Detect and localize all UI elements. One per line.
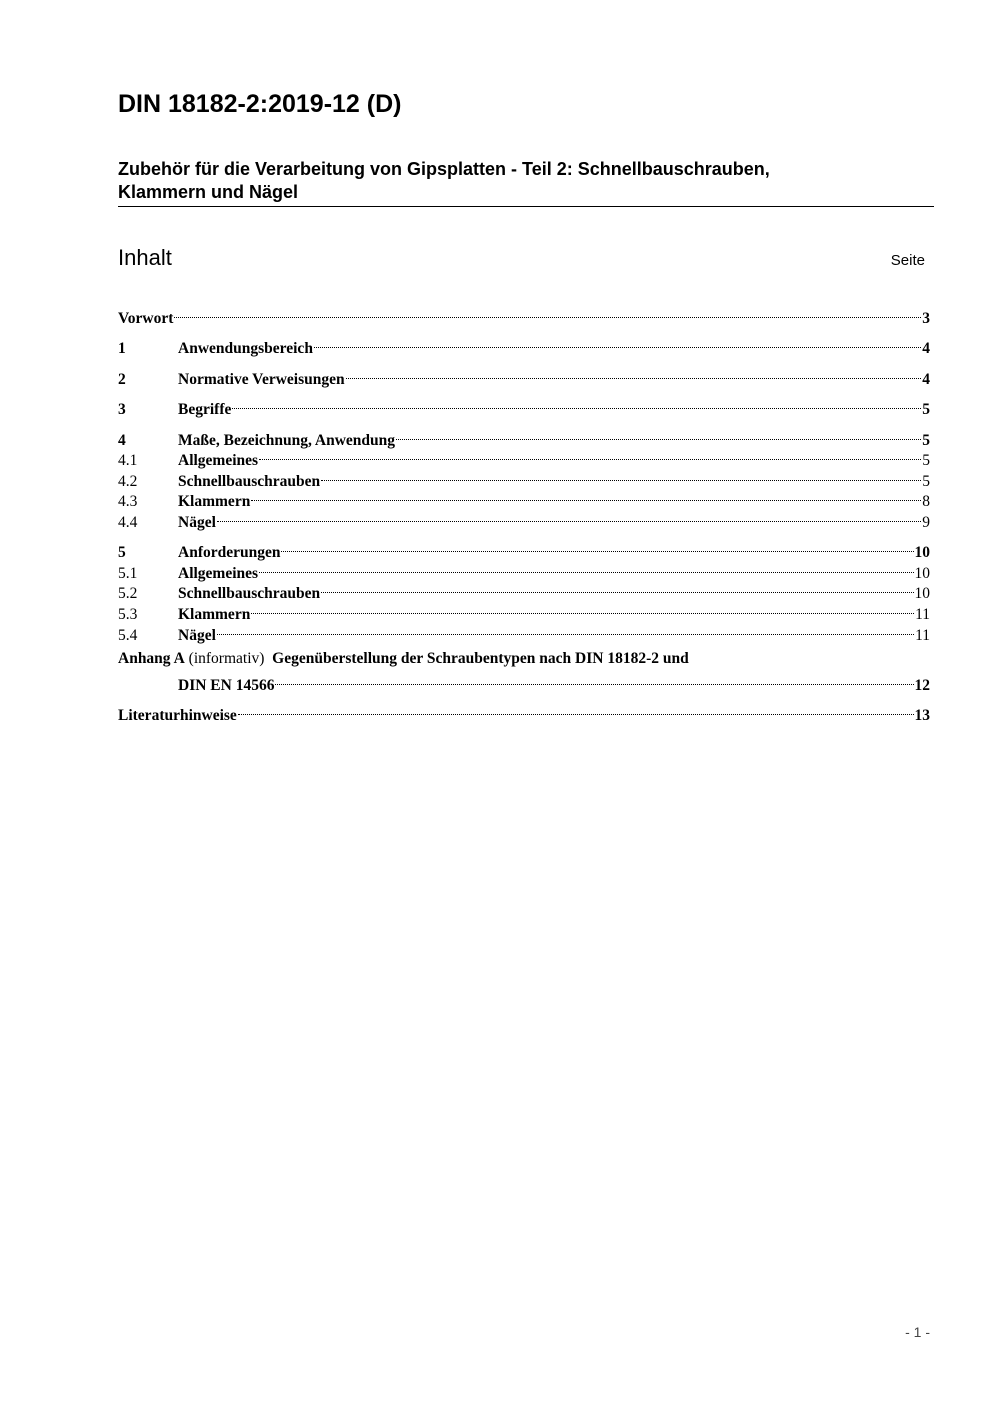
toc-entry-number: 1 — [118, 340, 126, 357]
toc-annex-qualifier: (informativ) — [188, 650, 265, 667]
toc-page-label: Seite — [890, 252, 925, 269]
toc-entry-page: 5 — [922, 432, 930, 449]
toc-entry-number: 5.1 — [118, 565, 138, 582]
toc-entry-5-2[interactable] — [118, 578, 930, 602]
toc-entry-page: 10 — [914, 585, 930, 602]
toc-annex-title-line-2: DIN EN 14566 — [178, 677, 275, 694]
toc-entry-vorwort[interactable] — [118, 303, 930, 327]
toc-entry-4-3[interactable] — [118, 486, 930, 510]
toc-leader-dots — [321, 466, 921, 486]
toc-annex-title-line-1: Gegenüberstellung der Schraubentypen nach DIN 18182-2 und — [272, 650, 689, 667]
toc-entry-page: 11 — [915, 627, 930, 644]
toc-entry-title: Schnellbauschrauben — [178, 473, 321, 490]
toc-entry-5-4[interactable] — [118, 620, 930, 644]
toc-entry-1[interactable] — [118, 333, 930, 357]
toc-entry-5-1[interactable] — [118, 558, 930, 582]
toc-leader-dots — [217, 620, 914, 640]
toc-leader-dots — [314, 333, 921, 353]
toc-entry-page: 5 — [922, 452, 930, 469]
toc-entry-title: Anforderungen — [178, 544, 281, 561]
toc-entry-page: 10 — [914, 565, 930, 582]
toc-leader-dots — [346, 364, 922, 384]
toc-entry-number: 4.3 — [118, 493, 138, 510]
toc-leader-dots — [174, 303, 921, 323]
toc-leader-dots — [275, 670, 913, 690]
toc-entry-title: Nägel — [178, 514, 216, 531]
toc-entry-page: 9 — [922, 514, 930, 531]
toc-entry-title: Vorwort — [118, 310, 174, 327]
title-rule — [118, 206, 934, 207]
toc-entry-title: Maße, Bezeichnung, Anwendung — [178, 432, 396, 449]
toc-entry-title: Nägel — [178, 627, 216, 644]
document-title-line-1: Zubehör für die Verarbeitung von Gipsplatten - Teil 2: Schnellbauschrauben, — [118, 159, 770, 179]
toc-entry-title: Allgemeines — [178, 452, 259, 469]
toc-entry-number: 3 — [118, 401, 126, 418]
toc-entry-5[interactable] — [118, 537, 930, 561]
toc-annex-label: Anhang A — [118, 650, 185, 667]
toc-entry-number: 5.4 — [118, 627, 138, 644]
toc-entry-title: Klammern — [178, 493, 251, 510]
toc-entry-3[interactable] — [118, 394, 930, 418]
toc-entry-title: Literaturhinweise — [118, 707, 237, 724]
toc-entry-number: 5.3 — [118, 606, 138, 623]
toc-leader-dots — [281, 537, 913, 557]
toc-entry-title: Allgemeines — [178, 565, 259, 582]
toc-leader-dots — [396, 425, 921, 445]
toc-entry-number: 5.2 — [118, 585, 138, 602]
toc-entry-page: 10 — [914, 544, 930, 561]
toc-leader-dots — [259, 445, 921, 465]
toc-entry-number: 4 — [118, 432, 126, 449]
toc-entry-page: 5 — [922, 473, 930, 490]
toc-heading: Inhalt — [118, 245, 172, 270]
document-number: DIN 18182-2:2019-12 (D) — [118, 90, 402, 118]
toc-entry-4[interactable] — [118, 425, 930, 449]
page-number: - 1 - — [905, 1324, 930, 1340]
toc-entry-2[interactable] — [118, 364, 930, 388]
toc-entry-literaturhinweise[interactable] — [118, 700, 930, 724]
toc-entry-4-2[interactable] — [118, 466, 930, 490]
toc-leader-dots — [217, 507, 921, 527]
document-title-line-2: Klammern und Nägel — [118, 182, 299, 202]
toc-leader-dots — [251, 486, 921, 506]
toc-annex-a-line-2[interactable] — [118, 670, 930, 694]
document-title — [118, 158, 934, 204]
toc-entry-page: 5 — [922, 401, 930, 418]
toc-entry-page: 3 — [922, 310, 930, 327]
toc-leader-dots — [238, 700, 914, 720]
toc-entry-4-1[interactable] — [118, 445, 930, 469]
toc-leader-dots — [259, 558, 913, 578]
toc-entry-4-4[interactable] — [118, 507, 930, 531]
toc-entry-title: Begriffe — [178, 401, 232, 418]
toc-entry-number: 5 — [118, 544, 126, 561]
toc-entry-5-3[interactable] — [118, 599, 930, 623]
toc-entry-number: 4.1 — [118, 452, 138, 469]
toc-leader-dots — [251, 599, 914, 619]
toc-leader-dots — [232, 394, 921, 414]
toc-entry-page: 4 — [922, 340, 930, 357]
toc-entry-number: 4.4 — [118, 514, 138, 531]
toc-entry-page: 13 — [914, 707, 930, 724]
toc-entry-page: 4 — [922, 371, 930, 388]
toc-entry-title: Normative Verweisungen — [178, 371, 345, 388]
toc-entry-number: 2 — [118, 371, 126, 388]
toc-leader-dots — [321, 578, 913, 598]
toc-entry-number: 4.2 — [118, 473, 138, 490]
toc-entry-title: Schnellbauschrauben — [178, 585, 321, 602]
toc-annex-a-line-1[interactable] — [118, 649, 930, 669]
toc-entry-title: Klammern — [178, 606, 251, 623]
toc-entry-page: 12 — [914, 677, 930, 694]
toc-entry-title: Anwendungsbereich — [178, 340, 313, 357]
toc-entry-page: 11 — [915, 606, 930, 623]
toc-entry-page: 8 — [922, 493, 930, 510]
